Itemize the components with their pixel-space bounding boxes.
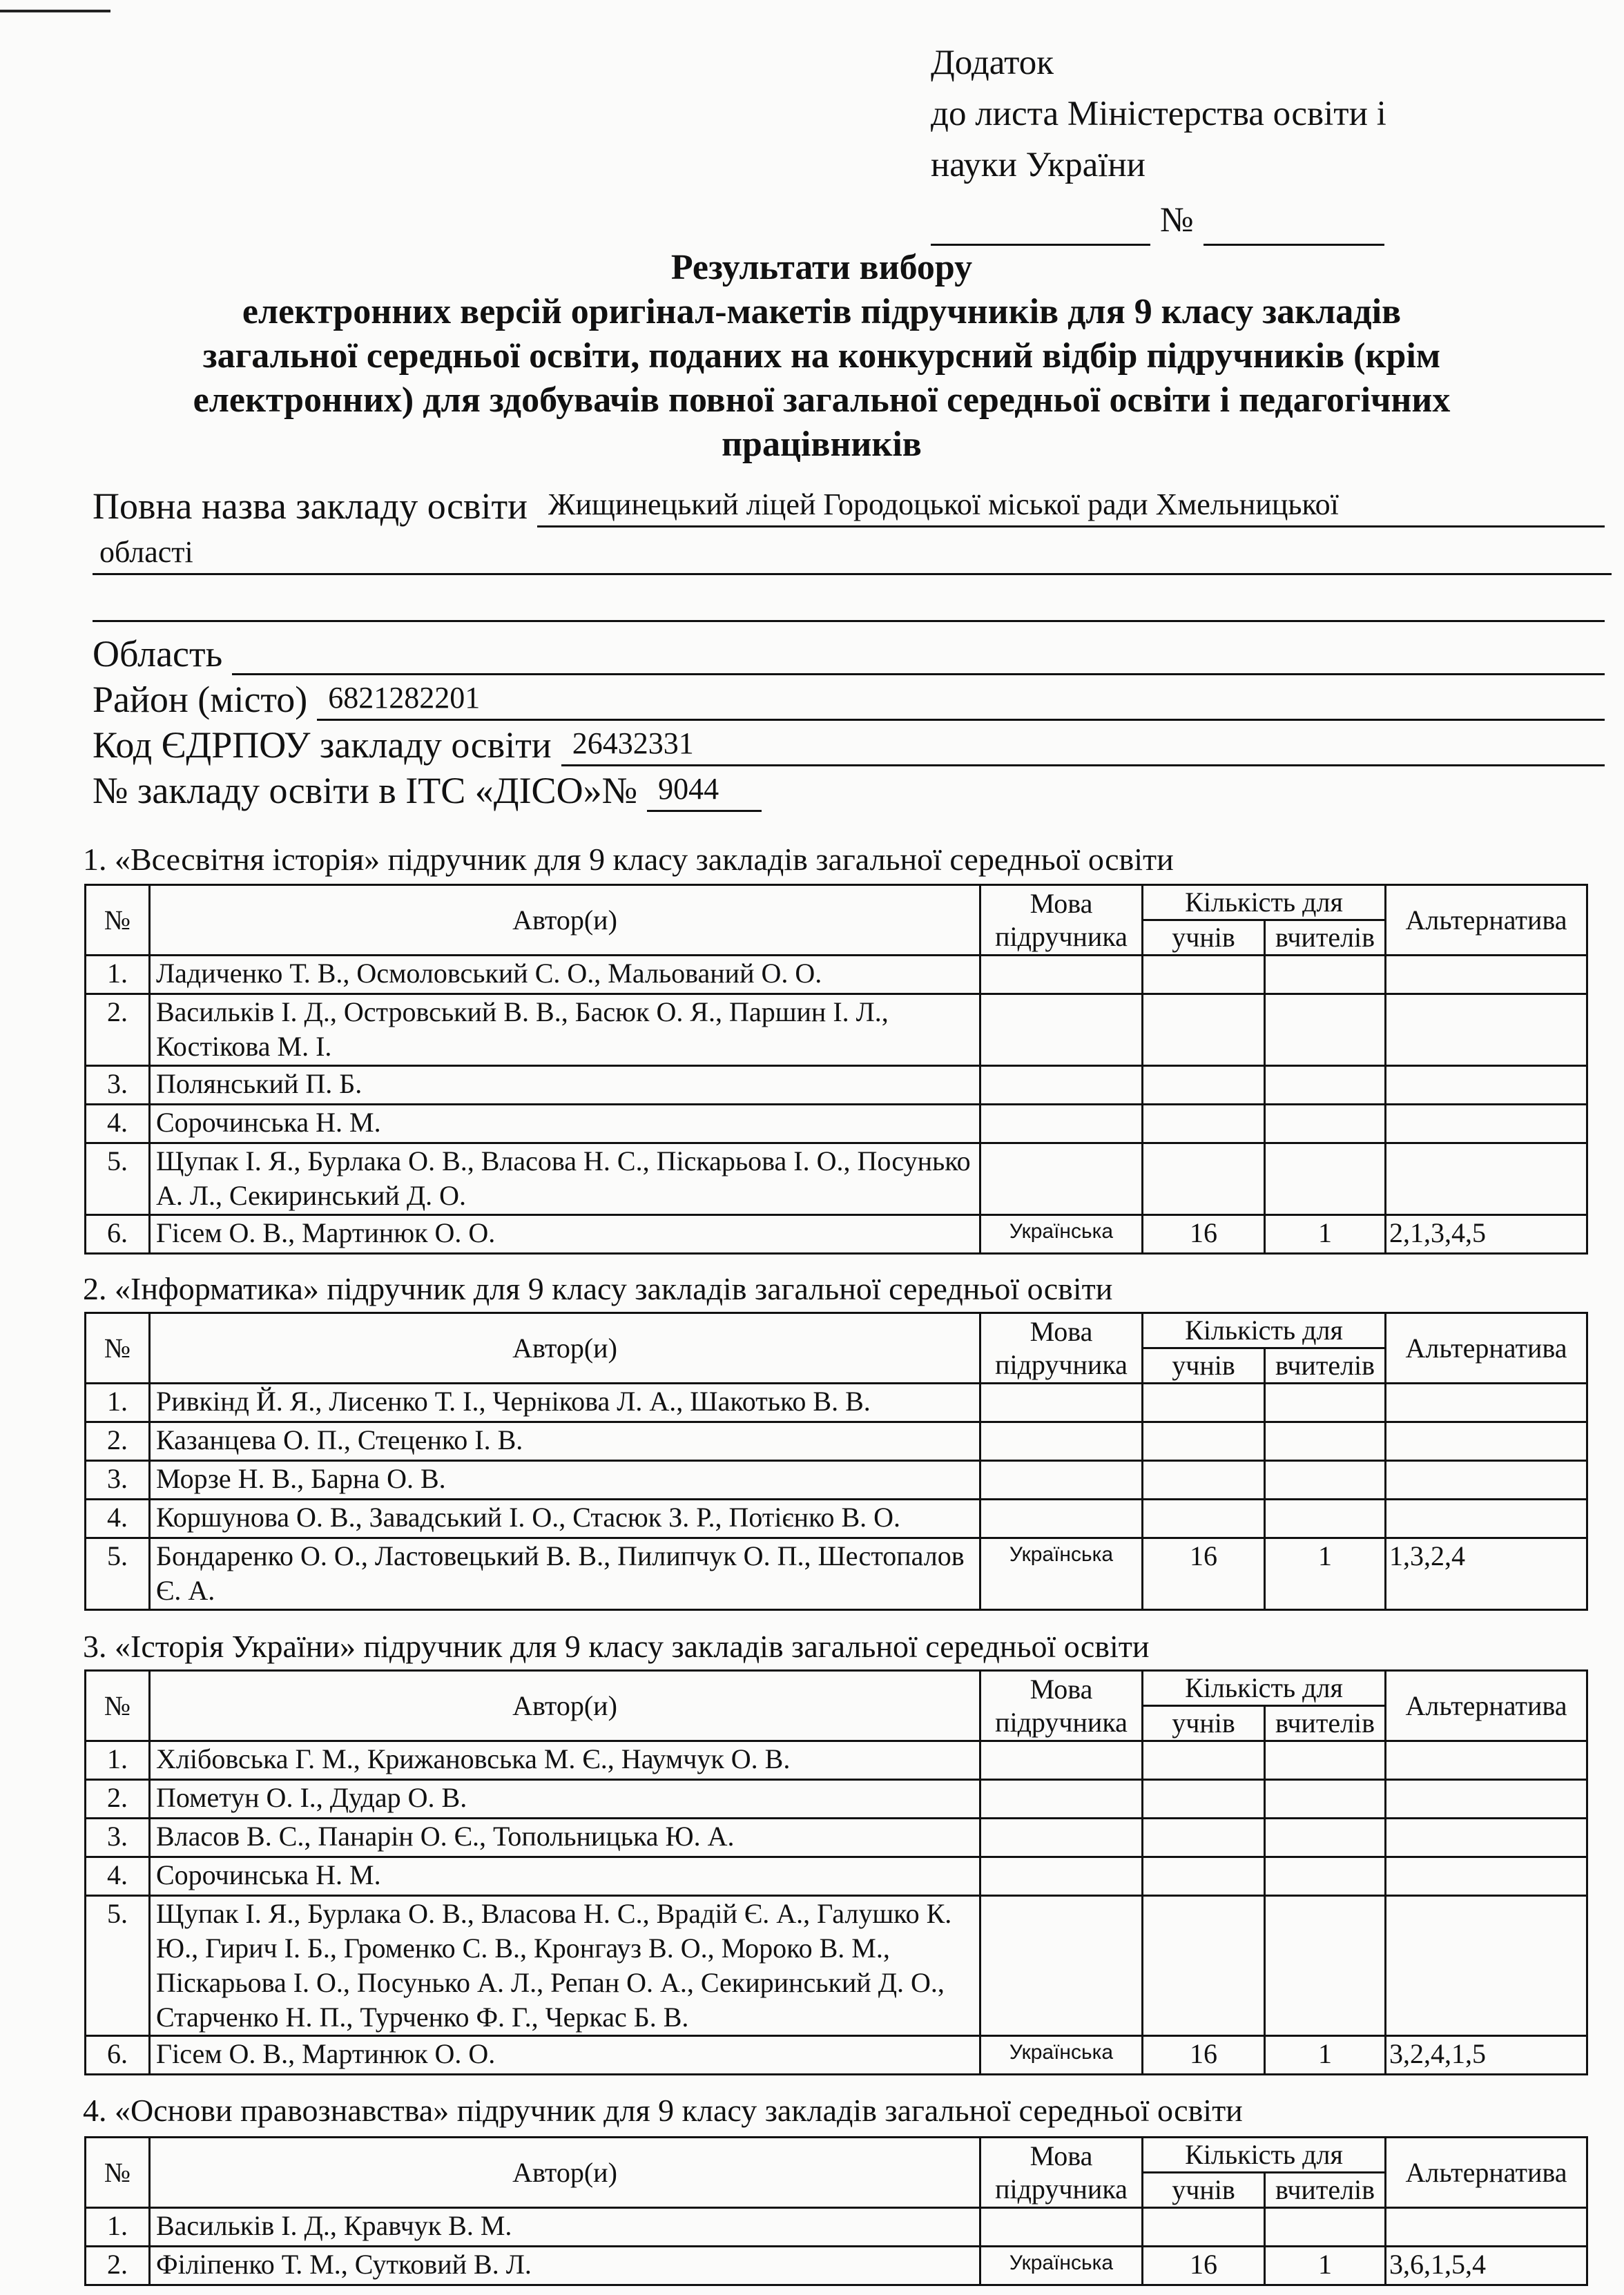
row-number: 3. bbox=[86, 1819, 150, 1857]
row-alternative[interactable] bbox=[1386, 1819, 1587, 1857]
row-number: 1. bbox=[86, 1741, 150, 1780]
full-name-value[interactable]: Жищинецький ліцей Городоцької міської ради Хмельницької bbox=[537, 484, 1605, 527]
blank-underline[interactable] bbox=[93, 579, 1605, 622]
col-num: № bbox=[86, 1313, 150, 1384]
row-language[interactable] bbox=[980, 1461, 1143, 1500]
row-teachers[interactable] bbox=[1265, 1896, 1386, 2036]
table-row bbox=[86, 1538, 1587, 1610]
row-number: 6. bbox=[86, 1215, 150, 1254]
row-teachers[interactable] bbox=[1265, 956, 1386, 994]
row-alternative[interactable] bbox=[1386, 1780, 1587, 1819]
col-author: Автор(и) bbox=[150, 885, 980, 956]
row-students[interactable] bbox=[1143, 1857, 1265, 1896]
row-alternative[interactable] bbox=[1386, 1143, 1587, 1215]
letter-number-blank bbox=[1204, 208, 1384, 246]
row-authors: Морзе Н. В., Барна О. В. bbox=[150, 1461, 980, 1500]
row-authors: Коршунова О. В., Завадський І. О., Стасюк З. Р., Потієнко В. О. bbox=[150, 1500, 980, 1538]
district-value[interactable]: 6821282201 bbox=[317, 677, 1605, 721]
row-authors: Казанцева О. П., Стеценко І. В. bbox=[150, 1422, 980, 1461]
row-language[interactable] bbox=[980, 1857, 1143, 1896]
table-row bbox=[86, 2247, 1587, 2285]
row-alternative[interactable]: 3,2,4,1,5 bbox=[1386, 2036, 1587, 2075]
table-row bbox=[86, 1741, 1587, 1780]
row-teachers[interactable]: 1 bbox=[1265, 2247, 1386, 2285]
row-language[interactable] bbox=[980, 1066, 1143, 1105]
row-number: 2. bbox=[86, 1422, 150, 1461]
edrpou-field bbox=[93, 721, 1605, 766]
table-row bbox=[86, 1143, 1587, 1215]
document-title bbox=[76, 246, 1567, 467]
row-language[interactable] bbox=[980, 1500, 1143, 1538]
table-row bbox=[86, 1500, 1587, 1538]
district-field bbox=[93, 675, 1605, 721]
row-number: 1. bbox=[86, 1384, 150, 1422]
row-teachers[interactable]: 1 bbox=[1265, 2036, 1386, 2075]
col-language: Мова підручника bbox=[980, 1313, 1143, 1384]
row-language[interactable]: Українська bbox=[980, 1538, 1143, 1610]
row-authors: Власов В. С., Панарін О. Є., Топольницька Ю. А. bbox=[150, 1819, 980, 1857]
row-students[interactable] bbox=[1143, 1066, 1265, 1105]
col-language: Мова підручника bbox=[980, 1671, 1143, 1741]
row-language[interactable] bbox=[980, 1143, 1143, 1215]
row-language[interactable] bbox=[980, 1741, 1143, 1780]
section-1-table bbox=[84, 884, 1588, 1255]
itc-label: № закладу освіти в ІТС «ДІСО»№ bbox=[93, 770, 638, 811]
row-teachers[interactable]: 1 bbox=[1265, 1215, 1386, 1254]
row-language[interactable] bbox=[980, 1780, 1143, 1819]
addendum-block bbox=[931, 37, 1552, 246]
row-students[interactable] bbox=[1143, 956, 1265, 994]
row-teachers[interactable] bbox=[1265, 1819, 1386, 1857]
scan-edge-mark bbox=[0, 0, 110, 12]
row-teachers[interactable] bbox=[1265, 1857, 1386, 1896]
row-students[interactable] bbox=[1143, 1819, 1265, 1857]
itc-field bbox=[93, 766, 762, 812]
row-alternative[interactable]: 1,3,2,4 bbox=[1386, 1538, 1587, 1610]
col-students: учнів bbox=[1143, 1706, 1265, 1741]
col-alternative: Альтернатива bbox=[1386, 1313, 1587, 1384]
col-num: № bbox=[86, 2138, 150, 2208]
row-authors: Пометун О. І., Дудар О. В. bbox=[150, 1780, 980, 1819]
full-name-value-continued[interactable]: області bbox=[93, 532, 1612, 575]
row-language[interactable]: Українська bbox=[980, 1215, 1143, 1254]
row-students[interactable]: 16 bbox=[1143, 2247, 1265, 2285]
row-teachers[interactable] bbox=[1265, 1500, 1386, 1538]
table-row bbox=[86, 1896, 1587, 2036]
number-sign: № bbox=[1160, 201, 1194, 240]
row-authors: Щупак І. Я., Бурлака О. В., Власова Н. С., Врадій Є. А., Галушко К. Ю., Гирич І. Б., Громенко С. В., Кронгауз В. О., Мороко В. М., Піскарьова І. О., Посунько А. Л., Репан О. А., Секиринський Д. О., Старченко Н. П., Турченко Ф. Г., Черкас Б. В. bbox=[150, 1896, 980, 2036]
row-teachers[interactable] bbox=[1265, 1461, 1386, 1500]
title-line-3: загальної середньої освіти, поданих на конкурсний відбір підручників (крім bbox=[202, 336, 1441, 376]
row-authors: Бондаренко О. О., Ластовецький В. В., Пилипчук О. П., Шестопалов Є. А. bbox=[150, 1538, 980, 1610]
row-number: 5. bbox=[86, 1538, 150, 1610]
row-authors: Ладиченко Т. В., Осмоловський С. О., Мальований О. О. bbox=[150, 956, 980, 994]
row-number: 3. bbox=[86, 1066, 150, 1105]
row-authors: Сорочинська Н. М. bbox=[150, 1105, 980, 1143]
table-row bbox=[86, 1066, 1587, 1105]
row-authors: Гісем О. В., Мартинюк О. О. bbox=[150, 2036, 980, 2075]
itc-value[interactable]: 9044 bbox=[647, 768, 762, 812]
row-alternative[interactable] bbox=[1386, 1461, 1587, 1500]
row-students[interactable] bbox=[1143, 1143, 1265, 1215]
row-students[interactable] bbox=[1143, 1384, 1265, 1422]
row-number: 5. bbox=[86, 1143, 150, 1215]
region-field bbox=[93, 630, 1605, 675]
table-row bbox=[86, 956, 1587, 994]
section-2-table bbox=[84, 1312, 1588, 1611]
row-number: 1. bbox=[86, 2208, 150, 2247]
row-number: 2. bbox=[86, 994, 150, 1066]
title-line-2: електронних версій оригінал-макетів підручників для 9 класу закладів bbox=[242, 292, 1402, 331]
row-language[interactable] bbox=[980, 2208, 1143, 2247]
row-language[interactable] bbox=[980, 1422, 1143, 1461]
col-language: Мова підручника bbox=[980, 885, 1143, 956]
row-alternative[interactable] bbox=[1386, 1741, 1587, 1780]
edrpou-value[interactable]: 26432331 bbox=[561, 723, 1605, 766]
col-quantity: Кількість для bbox=[1143, 1671, 1386, 1706]
row-students[interactable]: 16 bbox=[1143, 2036, 1265, 2075]
row-authors: Полянський П. Б. bbox=[150, 1066, 980, 1105]
col-students: учнів bbox=[1143, 1348, 1265, 1384]
row-authors: Хлібовська Г. М., Крижановська М. Є., Наумчук О. В. bbox=[150, 1741, 980, 1780]
row-students[interactable] bbox=[1143, 1422, 1265, 1461]
col-students: учнів bbox=[1143, 2173, 1265, 2208]
row-language[interactable]: Українська bbox=[980, 2247, 1143, 2285]
row-students[interactable] bbox=[1143, 1105, 1265, 1143]
region-label: Область bbox=[93, 633, 223, 675]
row-authors: Філіпенко Т. М., Сутковий В. Л. bbox=[150, 2247, 980, 2285]
section-3-title: 3. «Історія України» підручник для 9 класу закладів загальної середньої освіти bbox=[83, 1629, 1150, 1664]
title-line-5: працівників bbox=[722, 425, 922, 464]
title-line-4: електронних) для здобувачів повної загальної середньої освіти і педагогічних bbox=[193, 380, 1451, 420]
row-students[interactable] bbox=[1143, 1461, 1265, 1500]
row-teachers[interactable] bbox=[1265, 1741, 1386, 1780]
row-number: 2. bbox=[86, 2247, 150, 2285]
row-authors: Гісем О. В., Мартинюк О. О. bbox=[150, 1215, 980, 1254]
row-number: 1. bbox=[86, 956, 150, 994]
row-number: 2. bbox=[86, 1780, 150, 1819]
table-row bbox=[86, 1384, 1587, 1422]
section-1-title: 1. «Всесвітня історія» підручник для 9 класу закладів загальної середньої освіти bbox=[83, 842, 1174, 877]
row-teachers[interactable] bbox=[1265, 1780, 1386, 1819]
row-students[interactable] bbox=[1143, 2208, 1265, 2247]
col-teachers: вчителів bbox=[1265, 2173, 1386, 2208]
row-teachers[interactable] bbox=[1265, 1384, 1386, 1422]
full-name-label: Повна назва закладу освіти bbox=[93, 485, 528, 527]
col-teachers: вчителів bbox=[1265, 1348, 1386, 1384]
row-teachers[interactable]: 1 bbox=[1265, 1538, 1386, 1610]
row-number: 6. bbox=[86, 2036, 150, 2075]
col-quantity: Кількість для bbox=[1143, 885, 1386, 920]
col-author: Автор(и) bbox=[150, 1671, 980, 1741]
col-num: № bbox=[86, 885, 150, 956]
row-teachers[interactable] bbox=[1265, 2208, 1386, 2247]
row-alternative[interactable] bbox=[1386, 994, 1587, 1066]
row-authors: Ривкінд Й. Я., Лисенко Т. І., Чернікова Л. А., Шакотько В. В. bbox=[150, 1384, 980, 1422]
row-students[interactable]: 16 bbox=[1143, 1538, 1265, 1610]
col-quantity: Кількість для bbox=[1143, 2138, 1386, 2173]
col-num: № bbox=[86, 1671, 150, 1741]
letter-number-line bbox=[931, 195, 1552, 246]
row-authors: Щупак І. Я., Бурлака О. В., Власова Н. С., Піскарьова І. О., Посунько А. Л., Секиринський Д. О. bbox=[150, 1143, 980, 1215]
row-alternative[interactable] bbox=[1386, 2208, 1587, 2247]
table-row bbox=[86, 2208, 1587, 2247]
table-row bbox=[86, 2036, 1587, 2075]
table-row bbox=[86, 1422, 1587, 1461]
col-author: Автор(и) bbox=[150, 1313, 980, 1384]
row-students[interactable] bbox=[1143, 1741, 1265, 1780]
row-alternative[interactable]: 2,1,3,4,5 bbox=[1386, 1215, 1587, 1254]
row-teachers[interactable] bbox=[1265, 1105, 1386, 1143]
section-4-title: 4. «Основи правознавства» підручник для 9 класу закладів загальної середньої освіти bbox=[83, 2093, 1243, 2128]
col-alternative: Альтернатива bbox=[1386, 885, 1587, 956]
letter-date-blank bbox=[931, 208, 1150, 246]
row-language[interactable] bbox=[980, 1819, 1143, 1857]
table-row bbox=[86, 1105, 1587, 1143]
row-authors: Сорочинська Н. М. bbox=[150, 1857, 980, 1896]
addendum-line-1: Додаток bbox=[931, 43, 1054, 82]
row-alternative[interactable]: 3,6,1,5,4 bbox=[1386, 2247, 1587, 2285]
col-students: учнів bbox=[1143, 920, 1265, 956]
row-teachers[interactable] bbox=[1265, 1143, 1386, 1215]
row-alternative[interactable] bbox=[1386, 1857, 1587, 1896]
col-author: Автор(и) bbox=[150, 2138, 980, 2208]
table-row bbox=[86, 994, 1587, 1066]
row-language[interactable]: Українська bbox=[980, 2036, 1143, 2075]
row-alternative[interactable] bbox=[1386, 1066, 1587, 1105]
row-students[interactable] bbox=[1143, 1780, 1265, 1819]
row-language[interactable] bbox=[980, 994, 1143, 1066]
row-alternative[interactable] bbox=[1386, 1422, 1587, 1461]
col-quantity: Кількість для bbox=[1143, 1313, 1386, 1348]
col-language: Мова підручника bbox=[980, 2138, 1143, 2208]
section-2-title: 2. «Інформатика» підручник для 9 класу закладів загальної середньої освіти bbox=[83, 1271, 1113, 1306]
row-students[interactable] bbox=[1143, 994, 1265, 1066]
row-language[interactable] bbox=[980, 1105, 1143, 1143]
title-line-1: Результати вибору bbox=[670, 248, 973, 287]
row-authors: Васильків І. Д., Островський В. В., Басюк О. Я., Паршин І. Л., Костікова М. І. bbox=[150, 994, 980, 1066]
row-language[interactable] bbox=[980, 1896, 1143, 2036]
col-alternative: Альтернатива bbox=[1386, 1671, 1587, 1741]
row-authors: Васильків І. Д., Кравчук В. М. bbox=[150, 2208, 980, 2247]
col-teachers: вчителів bbox=[1265, 920, 1386, 956]
table-row bbox=[86, 1857, 1587, 1896]
addendum-line-3: науки України bbox=[931, 146, 1146, 184]
row-alternative[interactable] bbox=[1386, 1105, 1587, 1143]
row-language[interactable] bbox=[980, 1384, 1143, 1422]
row-students[interactable] bbox=[1143, 1500, 1265, 1538]
section-3-table bbox=[84, 1669, 1588, 2075]
row-number: 4. bbox=[86, 1500, 150, 1538]
full-name-field bbox=[93, 482, 1605, 527]
row-number: 3. bbox=[86, 1461, 150, 1500]
table-row bbox=[86, 1819, 1587, 1857]
row-students[interactable] bbox=[1143, 1896, 1265, 2036]
table-row bbox=[86, 1780, 1587, 1819]
col-alternative: Альтернатива bbox=[1386, 2138, 1587, 2208]
edrpou-label: Код ЄДРПОУ закладу освіти bbox=[93, 724, 552, 766]
row-teachers[interactable] bbox=[1265, 1066, 1386, 1105]
row-number: 5. bbox=[86, 1896, 150, 2036]
section-4-table bbox=[84, 2136, 1588, 2286]
row-alternative[interactable] bbox=[1386, 1500, 1587, 1538]
addendum-line-2: до листа Міністерства освіти і bbox=[931, 95, 1386, 133]
row-language[interactable] bbox=[980, 956, 1143, 994]
row-number: 4. bbox=[86, 1857, 150, 1896]
row-alternative[interactable] bbox=[1386, 956, 1587, 994]
col-teachers: вчителів bbox=[1265, 1706, 1386, 1741]
row-students[interactable]: 16 bbox=[1143, 1215, 1265, 1254]
row-teachers[interactable] bbox=[1265, 994, 1386, 1066]
row-alternative[interactable] bbox=[1386, 1384, 1587, 1422]
district-label: Район (місто) bbox=[93, 679, 308, 720]
table-row bbox=[86, 1461, 1587, 1500]
row-alternative[interactable] bbox=[1386, 1896, 1587, 2036]
table-row bbox=[86, 1215, 1587, 1254]
row-teachers[interactable] bbox=[1265, 1422, 1386, 1461]
row-number: 4. bbox=[86, 1105, 150, 1143]
